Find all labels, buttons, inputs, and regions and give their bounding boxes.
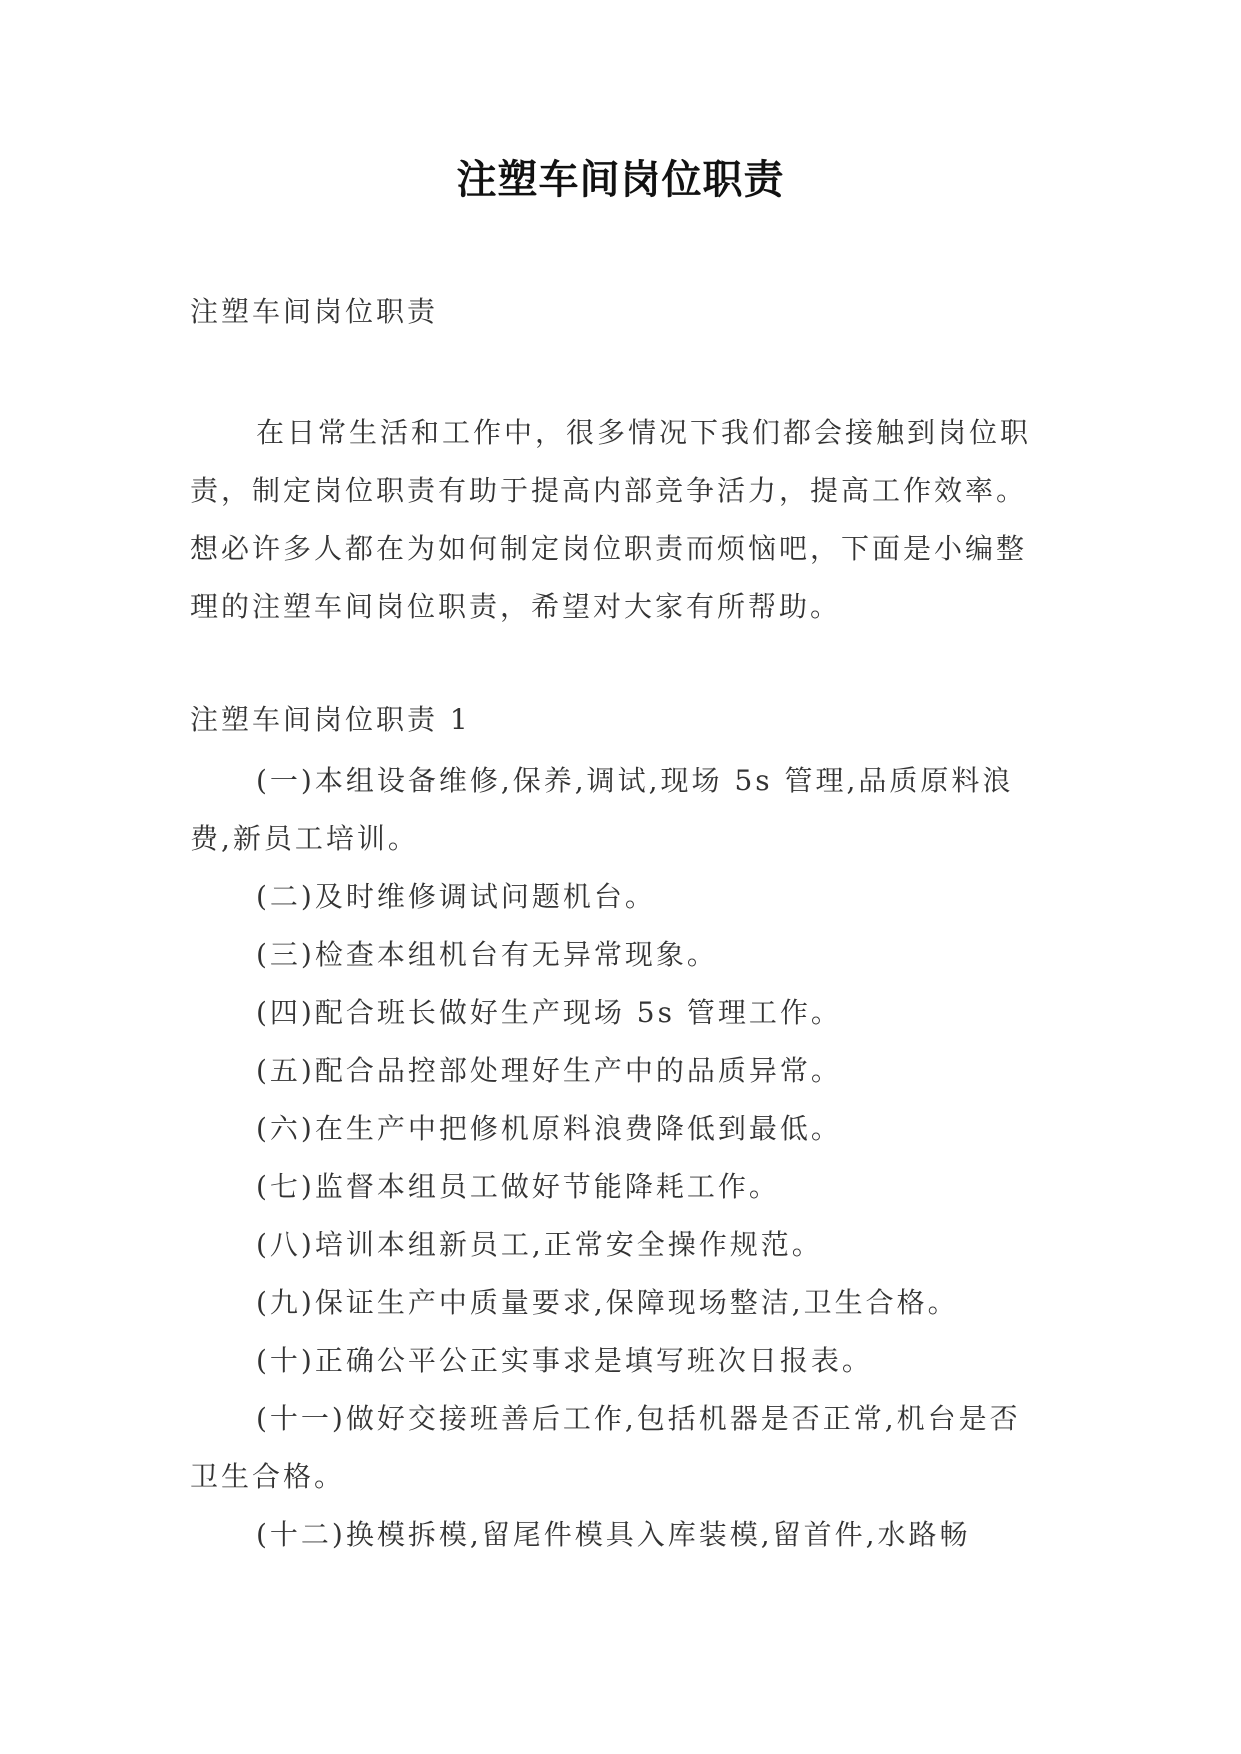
- duty-item: (七)监督本组员工做好节能降耗工作。: [256, 1170, 780, 1203]
- duty-list: [190, 752, 1050, 1564]
- duty-item: (三)检查本组机台有无异常现象。: [256, 938, 718, 971]
- duty-item: (四)配合班长做好生产现场 5s 管理工作。: [256, 996, 842, 1029]
- document-subtitle: 注塑车间岗位职责: [190, 295, 439, 328]
- duty-item: (十)正确公平公正实事求是填写班次日报表。: [256, 1344, 873, 1377]
- duty-item: (五)配合品控部处理好生产中的品质异常。: [256, 1054, 842, 1087]
- document-title: 注塑车间岗位职责: [456, 156, 785, 203]
- duty-item: (六)在生产中把修机原料浪费降低到最低。: [256, 1112, 842, 1145]
- duty-item: (十一)做好交接班善后工作,包括机器是否正常,机台是否卫生合格。: [190, 1402, 1021, 1493]
- duty-item: (十二)换模拆模,留尾件模具入库装模,留首件,水路畅: [256, 1518, 971, 1551]
- duty-item: (九)保证生产中质量要求,保障现场整洁,卫生合格。: [256, 1286, 959, 1319]
- section-heading: 注塑车间岗位职责 1: [190, 703, 471, 736]
- duty-item: (一)本组设备维修,保养,调试,现场 5s 管理,品质原料浪费,新员工培训。: [190, 764, 1014, 855]
- duty-item: (八)培训本组新员工,正常安全操作规范。: [256, 1228, 823, 1261]
- duty-item: (二)及时维修调试问题机台。: [256, 880, 656, 913]
- intro-paragraph: 在日常生活和工作中，很多情况下我们都会接触到岗位职责，制定岗位职责有助于提高内部竞争活力，提高工作效率。想必许多人都在为如何制定岗位职责而烦恼吧，下面是小编整理的注塑车间岗位职责，希望对大家有所帮助。: [190, 416, 1032, 623]
